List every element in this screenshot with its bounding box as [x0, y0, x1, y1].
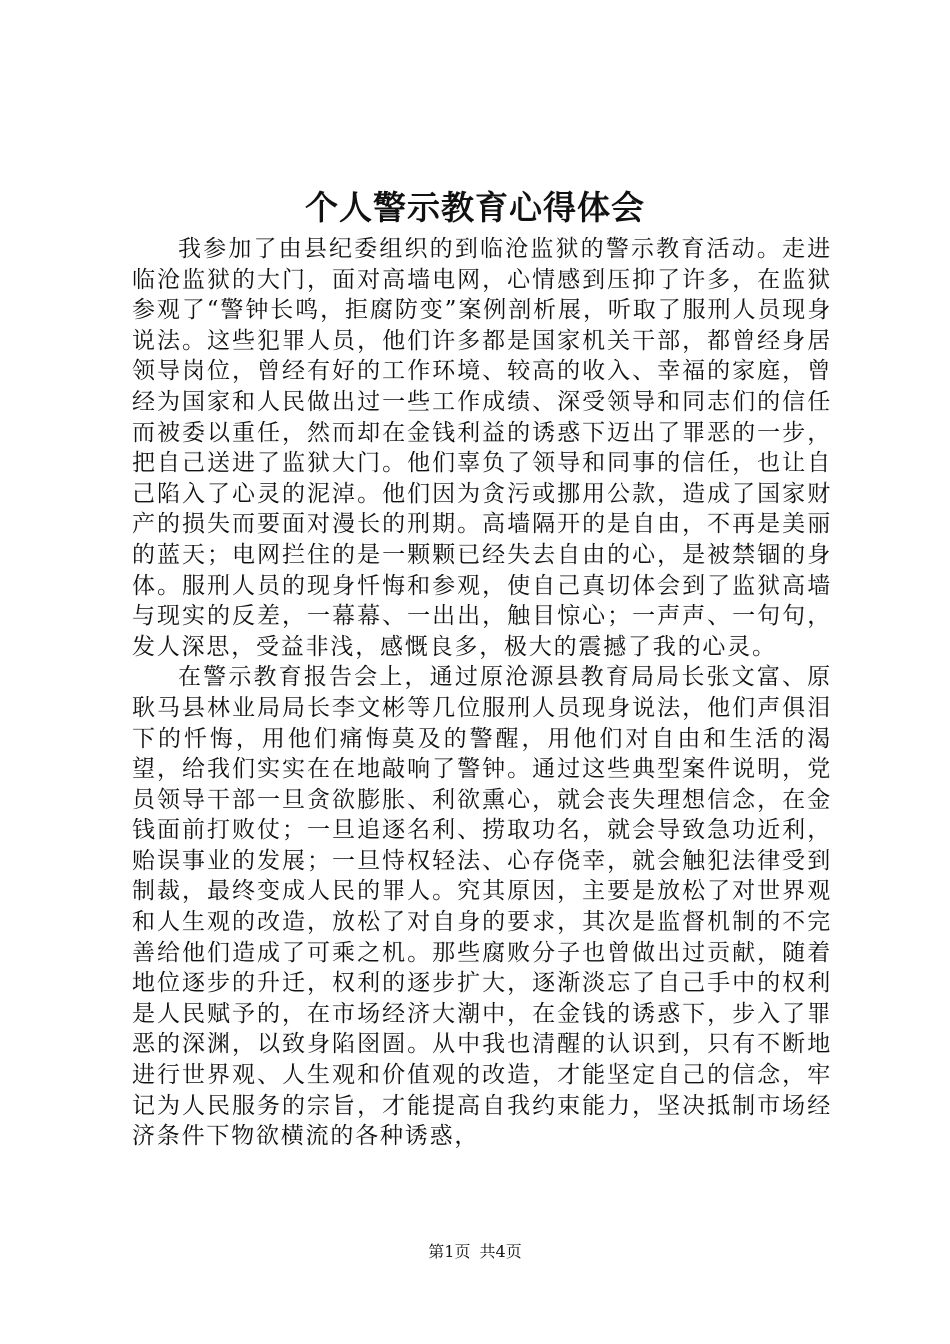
document-body [132, 234, 832, 1152]
paragraph-1: 我参加了由县纪委组织的到临沧监狱的警示教育活动。走进临沧监狱的大门，面对高墙电网，心情感到压抑了许多，在监狱参观了“警钟长鸣，拒腐防变”案例剖析展，听取了服刑人员现身说法。这些犯罪人员，他们许多都是国家机关干部，都曾经身居领导岗位，曾经有好的工作环境、较高的收入、幸福的家庭，曾经为国家和人民做出过一些工作成绩、深受领导和同志们的信任而被委以重任，然而却在金钱利益的诱惑下迈出了罪恶的一步，把自己送进了监狱大门。他们辜负了领导和同事的信任，也让自己陷入了心灵的泥淖。他们因为贪污或挪用公款，造成了国家财产的损失而要面对漫长的刑期。高墙隔开的是自由，不再是美丽的蓝天；电网拦住的是一颗颗已经失去自由的心，是被禁锢的身体。服刑人员的现身忏悔和参观，使自己真切体会到了监狱高墙与现实的反差，一幕幕、一出出，触目惊心；一声声、一句句，发人深思，受益非浅，感慨良多，极大的震撼了我的心灵。 [132, 236, 832, 660]
document-title: 个人警示教育心得体会 [305, 188, 645, 227]
paragraph-2: 在警示教育报告会上，通过原沧源县教育局局长张文富、原耿马县林业局局长李文彬等几位服刑人员现身说法，他们声俱泪下的忏悔，用他们痛悔莫及的警醒，用他们对自由和生活的渴望，给我们实实在在地敲响了警钟。通过这些典型案件说明，党员领导干部一旦贪欲膨胀、利欲熏心，就会丧失理想信念，在金钱面前打败仗；一旦追逐名利、捞取功名，就会导致急功近利，贻误事业的发展；一旦恃权轻法、心存侥幸，就会触犯法律受到制裁，最终变成人民的罪人。究其原因，主要是放松了对世界观和人生观的改造，放松了对自身的要求，其次是监督机制的不完善给他们造成了可乘之机。那些腐败分子也曾做出过贡献，随着地位逐步的升迁，权利的逐步扩大，逐渐淡忘了自己手中的权利是人民赋予的，在市场经济大潮中，在金钱的诱惑下，步入了罪恶的深渊，以致身陷囹圄。从中我也清醒的认识到，只有不断地进行世界观、人生观和价值观的改造，才能坚定自己的信念，牢记为人民服务的宗旨，才能提高自我约束能力，坚决抵制市场经济条件下物欲横流的各种诱惑， [132, 664, 832, 1150]
page-total: 共4页 [479, 1242, 522, 1261]
page-number: 第1页 [428, 1242, 471, 1261]
page-footer [0, 1240, 950, 1264]
